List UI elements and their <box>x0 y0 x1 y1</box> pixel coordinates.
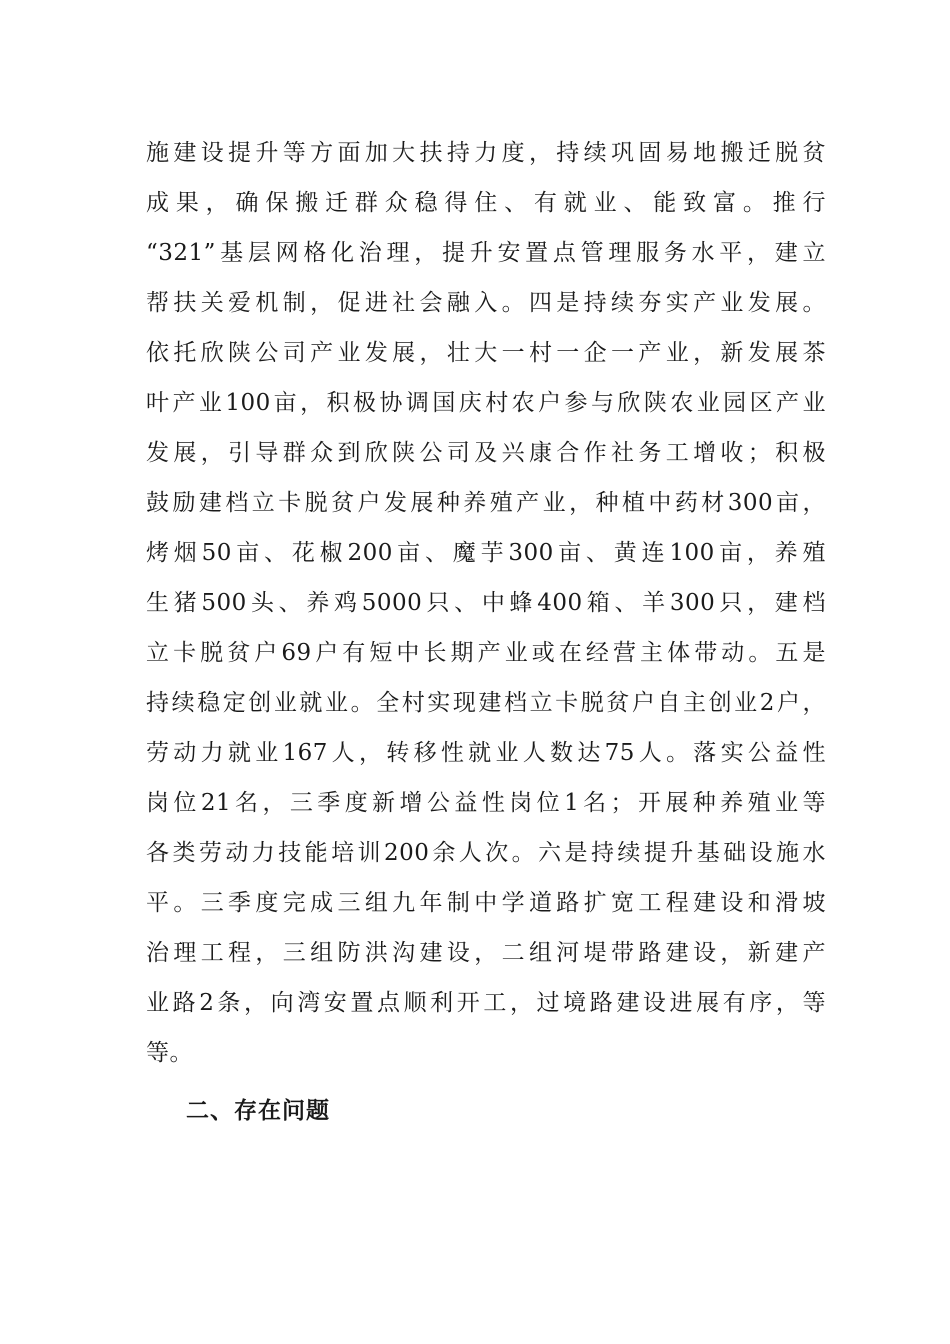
paragraph-line: 烤烟50亩、花椒200亩、魔芋300亩、黄连100亩，养殖 <box>146 540 826 566</box>
paragraph-line: 岗位21名，三季度新增公益性岗位1名；开展种养殖业等 <box>146 790 826 816</box>
section-heading: 二、存在问题 <box>186 1098 330 1124</box>
paragraph-line: 发展，引导群众到欣陕公司及兴康合作社务工增收；积极 <box>146 440 826 466</box>
paragraph-line: 劳动力就业167人，转移性就业人数达75人。落实公益性 <box>146 740 826 766</box>
body-paragraph <box>146 128 826 1078</box>
paragraph-line: 生猪500头、养鸡5000只、中蜂400箱、羊300只，建档 <box>146 590 826 616</box>
paragraph-line: 各类劳动力技能培训200余人次。六是持续提升基础设施水 <box>146 840 826 866</box>
paragraph-line: 立卡脱贫户69户有短中长期产业或在经营主体带动。五是 <box>146 640 826 666</box>
paragraph-line: 施建设提升等方面加大扶持力度，持续巩固易地搬迁脱贫 <box>146 140 826 166</box>
paragraph-line: 依托欣陕公司产业发展，壮大一村一企一产业，新发展茶 <box>146 340 826 366</box>
paragraph-line: 平。三季度完成三组九年制中学道路扩宽工程建设和滑坡 <box>146 890 826 916</box>
paragraph-line: 帮扶关爱机制，促进社会融入。四是持续夯实产业发展。 <box>146 290 826 316</box>
paragraph-line: “321”基层网格化治理，提升安置点管理服务水平，建立 <box>146 240 826 266</box>
paragraph-line: 成果，确保搬迁群众稳得住、有就业、能致富。推行 <box>146 190 826 216</box>
paragraph-line: 叶产业100亩，积极协调国庆村农户参与欣陕农业园区产业 <box>146 390 826 416</box>
paragraph-line: 业路2条，向湾安置点顺利开工，过境路建设进展有序，等 <box>146 990 826 1016</box>
paragraph-line: 等。 <box>146 1040 193 1066</box>
paragraph-line: 持续稳定创业就业。全村实现建档立卡脱贫户自主创业2户， <box>146 690 826 716</box>
paragraph-line: 鼓励建档立卡脱贫户发展种养殖产业，种植中药材300亩， <box>146 490 826 516</box>
paragraph-line: 治理工程，三组防洪沟建设，二组河堤带路建设，新建产 <box>146 940 826 966</box>
